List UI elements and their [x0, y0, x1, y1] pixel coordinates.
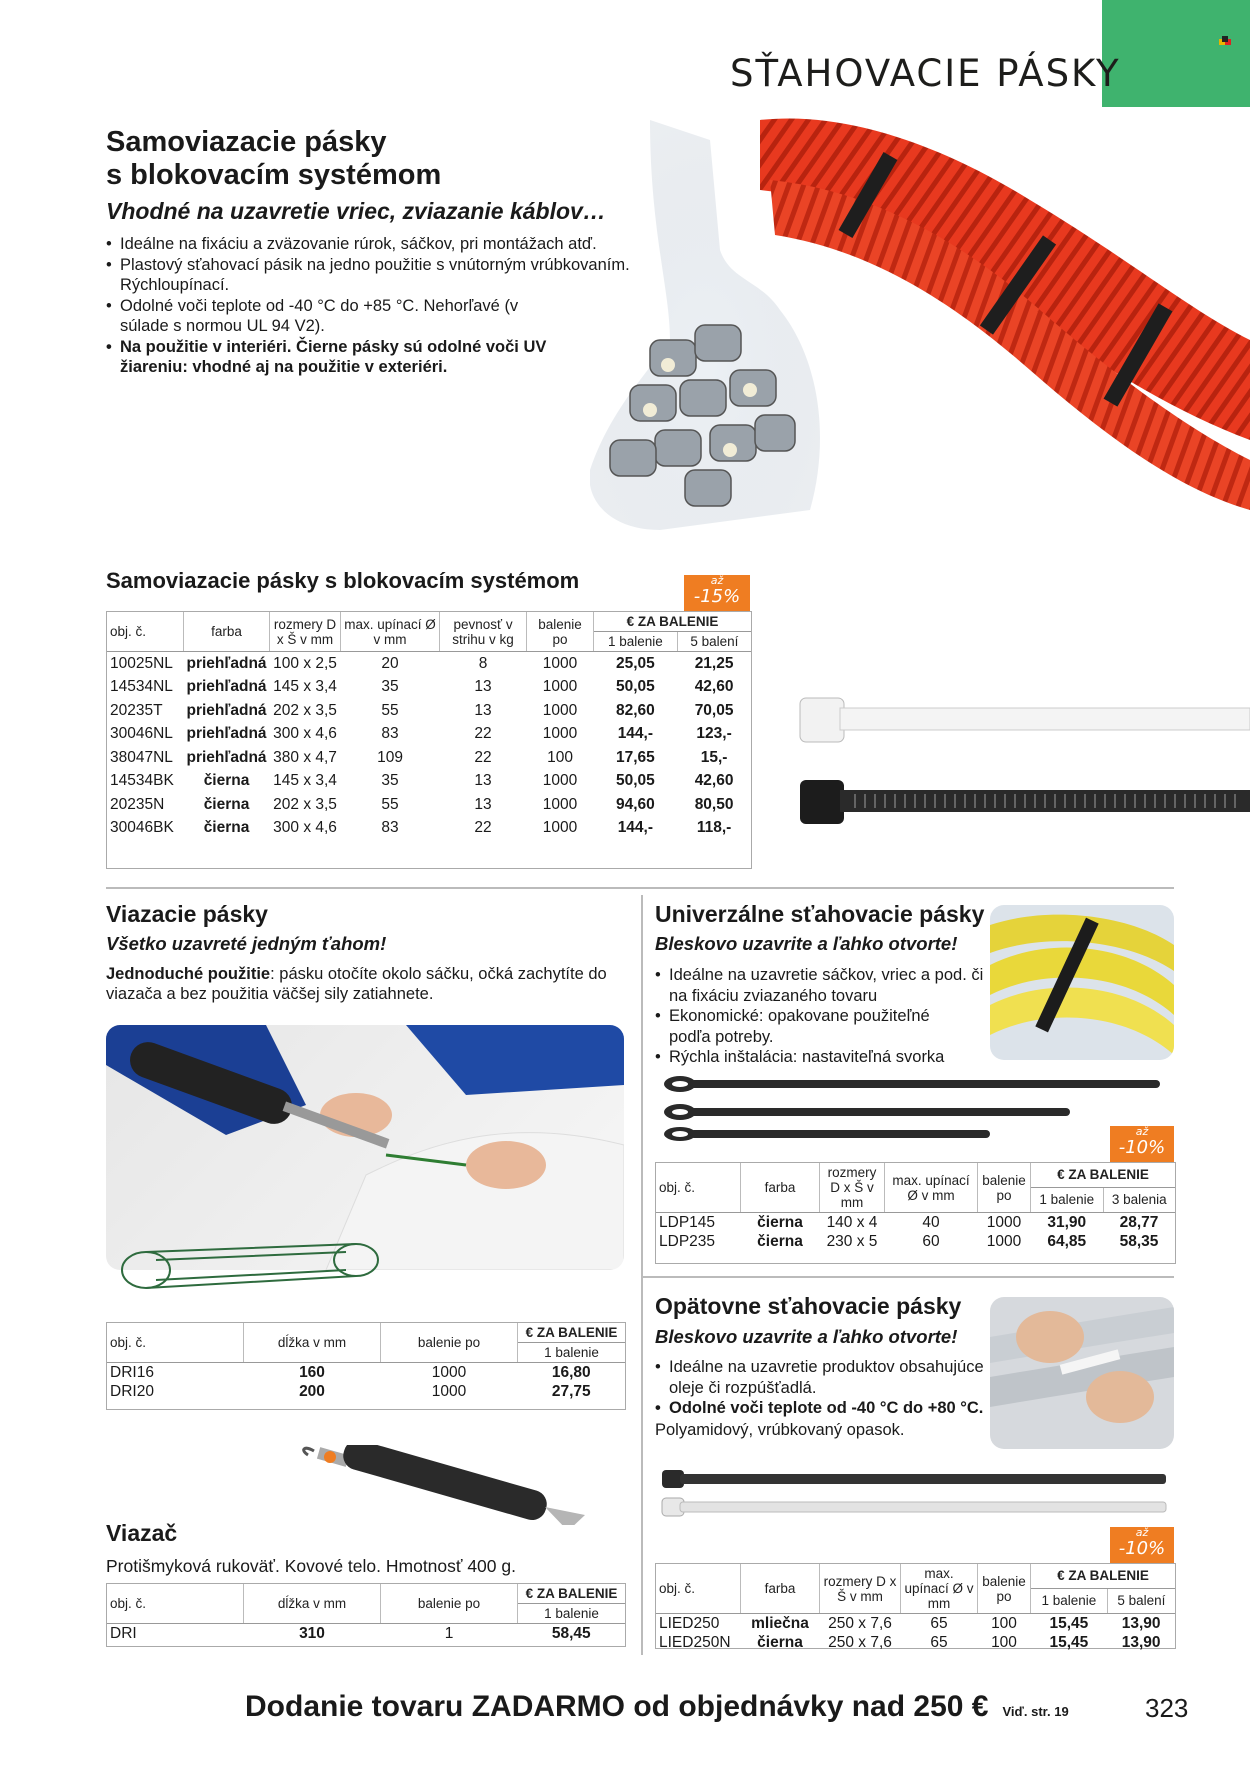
table-cell: LIED250N — [659, 1633, 731, 1651]
table-cell: čierna — [757, 1213, 803, 1231]
table-cell: 14534NL — [110, 678, 173, 696]
table-cell: čierna — [203, 772, 250, 790]
footer-banner — [245, 1690, 1069, 1724]
col-price-1: 1 balenie — [1031, 1588, 1108, 1613]
viazacie-table — [107, 1323, 625, 1402]
footer-text: Dodanie tovaru ZADARMO od objednávky nad 250 € — [245, 1690, 989, 1723]
table-cell: 250 x 7,6 — [828, 1633, 892, 1651]
table-cell: 64,85 — [1047, 1232, 1087, 1250]
table-cell: 42,60 — [694, 678, 734, 696]
reusable-ties-image — [660, 1072, 1170, 1142]
univerzalne-table — [656, 1163, 1175, 1251]
table-cell: 13,90 — [1121, 1614, 1161, 1632]
col-max: max. upínací Ø v mm — [341, 612, 440, 652]
table-row — [107, 1383, 625, 1403]
col-price-5: 5 balení — [677, 632, 751, 652]
table-cell: 50,05 — [615, 772, 655, 790]
table-cell: 65 — [930, 1614, 948, 1632]
table-cell: 1000 — [542, 678, 578, 696]
table-cell: čierna — [757, 1633, 803, 1651]
col-obj: obj. č. — [107, 612, 184, 652]
table-cell: 1000 — [542, 819, 578, 837]
col-dlzka: dĺžka v mm — [244, 1323, 381, 1363]
table-cell: 21,25 — [694, 654, 734, 672]
table-cell: 58,35 — [1119, 1232, 1159, 1250]
table-cell: 20 — [381, 654, 399, 672]
table-cell: 202 x 3,5 — [273, 701, 337, 719]
col-farba: farba — [184, 612, 270, 652]
wire-ties-image — [116, 1230, 386, 1310]
table-row — [656, 1633, 1175, 1652]
col-obj: obj. č. — [107, 1323, 244, 1363]
table-cell: 35 — [381, 678, 399, 696]
table-cell: 13 — [474, 678, 492, 696]
badge-value: -10% — [1118, 1538, 1166, 1559]
table-cell: 22 — [474, 819, 492, 837]
univerzalne-title: Univerzálne sťahovacie pásky — [655, 901, 985, 927]
opatovne-photo — [990, 1297, 1174, 1449]
univerzalne-bullet: • Ideálne na uzavretie sáčkov, vriec a pod. či na fixáciu zviazaného tovaru — [655, 965, 985, 1006]
table-cell: 28,77 — [1119, 1213, 1159, 1231]
table-row — [107, 676, 751, 700]
col-obj: obj. č. — [107, 1584, 244, 1624]
table1 — [107, 612, 751, 840]
table-cell: 140 x 4 — [826, 1213, 878, 1231]
col-rozmery: rozmery D x Š v mm — [820, 1564, 901, 1614]
table-cell: 22 — [474, 748, 492, 766]
badge-value: -10% — [1118, 1137, 1166, 1158]
opatovne-bullet: • Ideálne na uzavretie produktov obsahujúce oleje či rozpúšťadlá. — [655, 1357, 985, 1398]
table-cell: DRI — [110, 1624, 137, 1642]
table-cell: LIED250 — [659, 1614, 720, 1632]
table-cell: 1000 — [542, 725, 578, 743]
intro-bullet: • Odolné voči teplote od -40 °C do +85 °C. Nehorľavé (v súlade s normou UL 94 V2). — [106, 296, 540, 337]
table-cell: 123,- — [696, 725, 732, 743]
table-cell: 100 — [991, 1614, 1017, 1632]
intro-bullets — [106, 234, 636, 378]
table-cell: 20235N — [110, 795, 165, 813]
table-cell: 17,65 — [615, 748, 655, 766]
section-color-tab — [1102, 0, 1250, 107]
col-balenie: balenie po — [978, 1163, 1031, 1213]
table-row — [107, 793, 751, 817]
hero-product-image — [590, 110, 1250, 560]
opatovne-title: Opätovne sťahovacie pásky — [655, 1293, 962, 1319]
opatovne-bullet: • Odolné voči teplote od -40 °C do +80 °C. — [655, 1398, 985, 1419]
table-cell: 1000 — [542, 795, 578, 813]
table-cell: 80,50 — [694, 795, 734, 813]
table-cell: 1 — [444, 1624, 454, 1642]
logo-icon — [1222, 36, 1228, 42]
table-cell: 160 — [299, 1363, 325, 1381]
col-price: € ZA BALENIE — [1031, 1163, 1176, 1187]
viazac-title: Viazač — [106, 1520, 178, 1546]
opatovne-table — [656, 1564, 1175, 1652]
table-cell: 31,90 — [1047, 1213, 1087, 1231]
col-max: max. upínací Ø v mm — [901, 1564, 978, 1614]
column-divider — [641, 895, 643, 1655]
col-balenie: balenie po — [381, 1584, 518, 1624]
table-cell: 16,80 — [551, 1363, 591, 1381]
table-cell: 109 — [377, 748, 403, 766]
col-price-1: 1 balenie — [518, 1343, 626, 1363]
section-divider — [641, 1276, 1174, 1278]
viazacie-table-box — [106, 1322, 626, 1410]
page-number: 323 — [1145, 1693, 1189, 1723]
col-price-1: 1 balenie — [1031, 1187, 1104, 1212]
univerzalne-subtitle: Bleskovo uzavrite a ľahko otvorte! — [655, 933, 958, 954]
viazac-table-box — [106, 1583, 626, 1647]
table-row — [656, 1232, 1175, 1251]
viazac-tool-image — [300, 1445, 590, 1525]
table-cell: 300 x 4,6 — [273, 819, 337, 837]
table-cell: čierna — [757, 1232, 803, 1250]
viazac-table — [107, 1584, 625, 1644]
col-rozmery: rozmery D x Š v mm — [820, 1163, 885, 1213]
table-cell: 65 — [930, 1633, 948, 1651]
table-cell: 100 — [547, 748, 573, 766]
discount-badge — [1110, 1527, 1174, 1563]
badge-value: -15% — [693, 586, 741, 607]
table-row — [107, 652, 751, 676]
table-cell: mliečna — [751, 1614, 809, 1632]
intro-title-line1: Samoviazacie pásky — [106, 126, 387, 158]
opatovne-tail: Polyamidový, vrúbkovaný opasok. — [655, 1421, 905, 1439]
intro-bullet: • Plastový sťahovací pásik na jedno použitie s vnútorným vrúbkovaním. Rýchloupínací. — [106, 255, 636, 296]
table-cell: 200 — [299, 1383, 325, 1401]
table-cell: 83 — [381, 819, 399, 837]
intro-bullet: • Ideálne na fixáciu a zväzovanie rúrok, sáčkov, pri montážach atď. — [106, 234, 636, 255]
col-farba: farba — [741, 1564, 820, 1614]
table-cell: 8 — [478, 654, 488, 672]
table-cell: 55 — [381, 701, 399, 719]
table-cell: 10025NL — [110, 654, 173, 672]
table-cell: 35 — [381, 772, 399, 790]
table-cell: 145 x 3,4 — [273, 772, 337, 790]
intro-title-line2: s blokovacím systémom — [106, 159, 442, 191]
table-cell: 38047NL — [110, 748, 173, 766]
badge-small: až — [1135, 1526, 1149, 1539]
univerzalne-photo — [990, 905, 1174, 1060]
table-cell: 15,45 — [1049, 1633, 1089, 1651]
footer-reference: Viď. str. 19 — [1002, 1704, 1069, 1719]
table-cell: priehľadná — [186, 654, 267, 672]
table-cell: priehľadná — [186, 678, 267, 696]
table-cell: čierna — [203, 819, 250, 837]
col-rozmery: rozmery D x Š v mm — [270, 612, 341, 652]
table-cell: 230 x 5 — [826, 1232, 878, 1250]
table-cell: 42,60 — [694, 772, 734, 790]
col-balenie: balenie po — [527, 612, 594, 652]
table-cell: DRI16 — [110, 1363, 154, 1381]
table-cell: 58,45 — [551, 1624, 591, 1642]
univerzalne-bullets — [655, 965, 985, 1068]
table-cell: 145 x 3,4 — [273, 678, 337, 696]
col-max: max. upínací Ø v mm — [885, 1163, 978, 1213]
table-row — [107, 1624, 625, 1644]
table-row — [656, 1614, 1175, 1634]
col-farba: farba — [741, 1163, 820, 1213]
viazacie-lead-bold: Jednoduché použitie — [106, 965, 271, 983]
table-cell: 25,05 — [615, 654, 655, 672]
discount-badge — [1110, 1126, 1174, 1162]
col-obj: obj. č. — [656, 1564, 741, 1614]
table-cell: priehľadná — [186, 701, 267, 719]
section-title: SŤAHOVACIE PÁSKY — [730, 52, 1121, 95]
table-row — [107, 770, 751, 794]
table-cell: 20235T — [110, 701, 163, 719]
table-cell: 250 x 7,6 — [828, 1614, 892, 1632]
table-cell: 1000 — [986, 1232, 1022, 1250]
viazac-description: Protišmyková rukoväť. Kovové telo. Hmotnosť 400 g. — [106, 1556, 516, 1576]
col-dlzka: dĺžka v mm — [244, 1584, 381, 1624]
table-cell: LDP235 — [659, 1232, 716, 1250]
col-price-3: 3 balenia — [1103, 1187, 1175, 1212]
polyamide-ties-image — [660, 1468, 1170, 1518]
table-cell: 27,75 — [551, 1383, 591, 1401]
intro-title — [106, 126, 441, 192]
col-balenie: balenie po — [381, 1323, 518, 1363]
table-cell: 300 x 4,6 — [273, 725, 337, 743]
table-cell: 1000 — [431, 1363, 467, 1381]
table-cell: 13 — [474, 772, 492, 790]
table1-title: Samoviazacie pásky s blokovacím systémom — [106, 568, 580, 593]
univerzalne-bullet: • Rýchla inštalácia: nastaviteľná svorka — [655, 1047, 985, 1068]
table-cell: 144,- — [617, 819, 654, 837]
table-cell: 15,45 — [1049, 1614, 1089, 1632]
badge-small: až — [710, 574, 724, 587]
table-cell: 55 — [381, 795, 399, 813]
col-price-1: 1 balenie — [594, 632, 678, 652]
opatovne-bullets — [655, 1357, 985, 1419]
table-cell: LDP145 — [659, 1213, 716, 1231]
table-cell: 1000 — [986, 1213, 1022, 1231]
intro-subtitle: Vhodné na uzavretie vriec, zviazanie káblov… — [106, 198, 606, 224]
col-price: € ZA BALENIE — [594, 612, 751, 632]
table-cell: 100 x 2,5 — [273, 654, 337, 672]
table-cell: 118,- — [696, 819, 732, 837]
col-price-1: 1 balenie — [518, 1604, 626, 1624]
table-cell: 202 x 3,5 — [273, 795, 337, 813]
table-cell: 22 — [474, 725, 492, 743]
section-divider — [106, 887, 1174, 889]
discount-badge — [684, 575, 750, 611]
table-cell: 14534BK — [110, 772, 174, 790]
table-cell: 40 — [922, 1213, 940, 1231]
col-price: € ZA BALENIE — [518, 1584, 626, 1604]
opatovne-table-box — [655, 1563, 1176, 1649]
viazacie-title: Viazacie pásky — [106, 901, 268, 927]
table-cell: priehľadná — [186, 725, 267, 743]
table-cell: 50,05 — [615, 678, 655, 696]
table-cell: 100 — [991, 1633, 1017, 1651]
cable-ties-image — [795, 690, 1250, 830]
table-cell: čierna — [203, 795, 250, 813]
intro-bullet: • Na použitie v interiéri. Čierne pásky sú odolné voči UV žiareniu: vhodné aj na použitie v exteriéri. — [106, 337, 600, 378]
table-cell: 13 — [474, 795, 492, 813]
table-cell: 30046BK — [110, 819, 174, 837]
table1-box — [106, 611, 752, 869]
col-price: € ZA BALENIE — [518, 1323, 626, 1343]
badge-small: až — [1135, 1125, 1149, 1138]
table-cell: priehľadná — [186, 748, 267, 766]
table-cell: 380 x 4,7 — [273, 748, 337, 766]
table-cell: 144,- — [617, 725, 654, 743]
opatovne-subtitle: Bleskovo uzavrite a ľahko otvorte! — [655, 1326, 958, 1347]
table-cell: 82,60 — [615, 701, 655, 719]
table-cell: 13 — [474, 701, 492, 719]
table-cell: 94,60 — [615, 795, 655, 813]
table-row — [107, 746, 751, 770]
table-row — [107, 1363, 625, 1383]
table-cell: 310 — [299, 1624, 325, 1642]
table-cell: 70,05 — [694, 701, 734, 719]
univerzalne-bullet: • Ekonomické: opakovane použiteľné podľa potreby. — [655, 1006, 939, 1047]
table-cell: 1000 — [542, 701, 578, 719]
col-price: € ZA BALENIE — [1031, 1564, 1176, 1588]
viazacie-subtitle: Všetko uzavreté jedným ťahom! — [106, 933, 387, 954]
table-cell: 30046NL — [110, 725, 173, 743]
table-row — [656, 1213, 1175, 1233]
viazacie-description — [106, 964, 634, 1004]
table-cell: 83 — [381, 725, 399, 743]
col-obj: obj. č. — [656, 1163, 741, 1213]
table-row — [107, 723, 751, 747]
table-cell: DRI20 — [110, 1383, 154, 1401]
col-balenie: balenie po — [978, 1564, 1031, 1614]
table-row — [107, 699, 751, 723]
col-price-5: 5 balení — [1107, 1588, 1175, 1613]
viazacie-lead-text: : pásku otočíte okolo sáčku, očká zachytíte do viazača a bez použitia väčšej sily zatiahnete. — [106, 965, 607, 1003]
table-row — [107, 817, 751, 841]
table-cell: 1000 — [431, 1383, 467, 1401]
col-pevnost: pevnosť v strihu v kg — [440, 612, 527, 652]
table-cell: 13,90 — [1121, 1633, 1161, 1651]
table-cell: 15,- — [700, 748, 728, 766]
univerzalne-table-box — [655, 1162, 1176, 1264]
table-cell: 1000 — [542, 654, 578, 672]
table-cell: 60 — [922, 1232, 940, 1250]
table-cell: 1000 — [542, 772, 578, 790]
